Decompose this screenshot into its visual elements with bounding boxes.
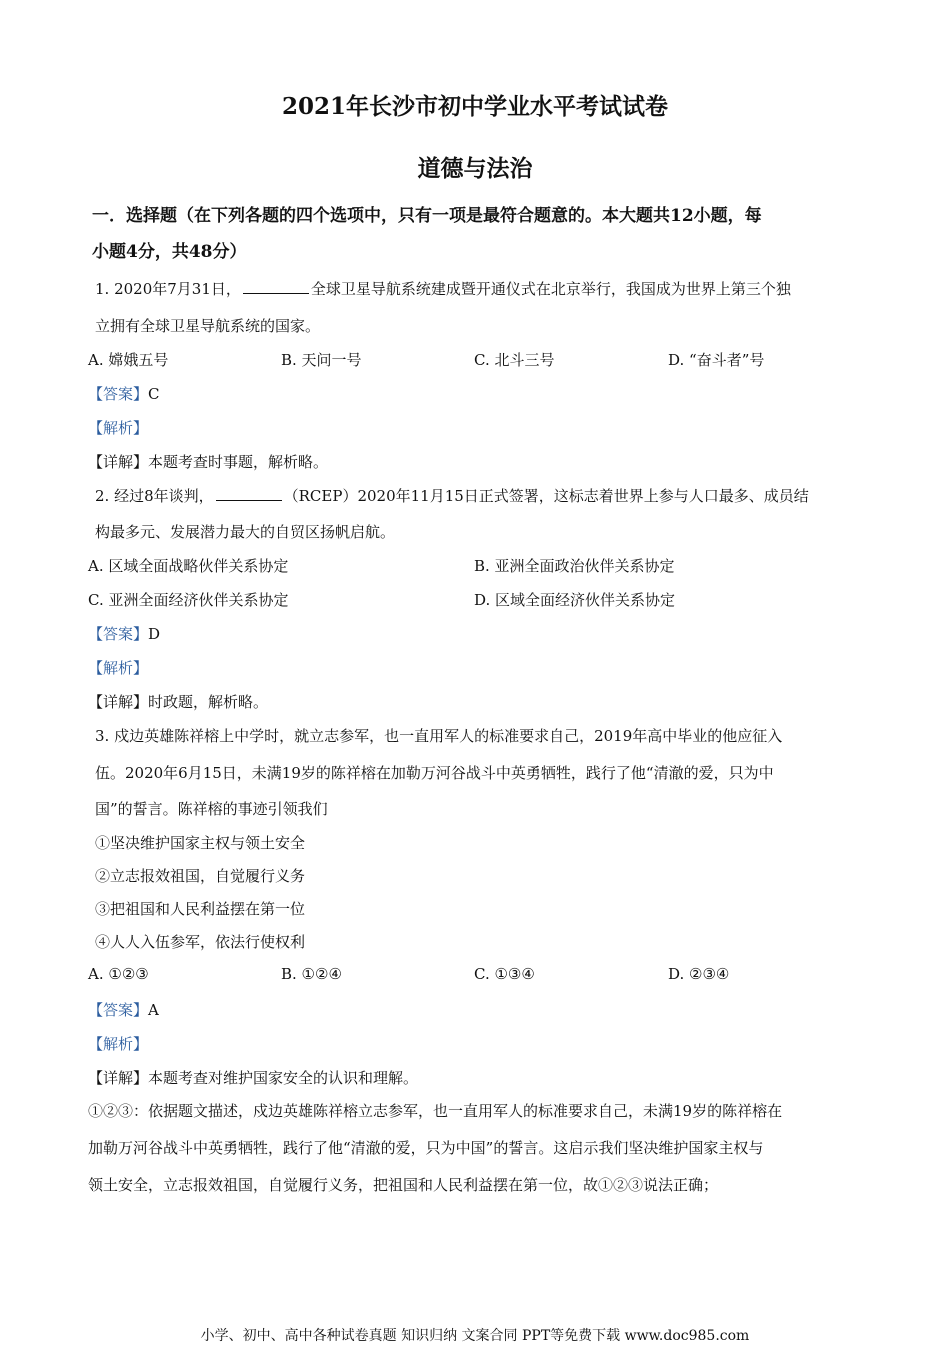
q3-analysis-label: 【解析】 [88, 1035, 149, 1053]
q3-stem-line3: 国”的誓言。陈祥榕的事迹引领我们 [95, 800, 328, 818]
q1-stem-line2: 立拥有全球卫星导航系统的国家。 [95, 317, 321, 335]
q3-stem-line2: 伍。2020年6月15日，未满19岁的陈祥榕在加勒万河谷战斗中英勇牺牲，践行了他“清澈的爱，只为中 [95, 764, 774, 782]
q2-stem-line2: 构最多元、发展潜力最大的自贸区扬帆启航。 [95, 523, 396, 541]
q2-blank [216, 485, 282, 501]
q3-option-d: D. ②③④ [668, 965, 730, 983]
detail-text: 本题考查时事题，解析略。 [148, 453, 329, 471]
detail-label: 【详解】 [88, 693, 149, 711]
answer-value: C [148, 385, 160, 403]
section-heading-line2: 小题4分，共48分） [92, 242, 247, 262]
q2-option-b: B. 亚洲全面政治伙伴关系协定 [474, 557, 675, 575]
q3-detail [88, 1067, 418, 1088]
q1-option-d: D. “奋斗者”号 [668, 351, 765, 369]
q2-analysis-label: 【解析】 [88, 659, 149, 677]
q1-blank [243, 278, 309, 294]
detail-text: 时政题，解析略。 [148, 693, 269, 711]
q1-detail [88, 451, 328, 472]
q3-option-b: B. ①②④ [281, 965, 342, 983]
q2-stem-part-a: 2. 经过8年谈判， [95, 487, 214, 505]
q3-answer [88, 999, 159, 1020]
q2-option-d: D. 区域全面经济伙伴关系协定 [474, 591, 676, 609]
answer-value: A [148, 1001, 159, 1019]
detail-label: 【详解】 [88, 453, 149, 471]
q1-stem-part-a: 1. 2020年7月31日， [95, 280, 241, 298]
detail-label: 【详解】 [88, 1069, 149, 1087]
footer-watermark: 小学、初中、高中各种试卷真题 知识归纳 文案合同 PPT等免费下载 www.doc985.com [200, 1328, 750, 1344]
q3-explain-line2: 加勒万河谷战斗中英勇牺牲，践行了他“清澈的爱，只为中国”的誓言。这启示我们坚决维护国家主权与 [88, 1139, 764, 1157]
q3-option-c: C. ①③④ [474, 965, 535, 983]
q2-option-a: A. 区域全面战略伙伴关系协定 [88, 557, 289, 575]
q3-option-a: A. ①②③ [88, 965, 149, 983]
section-heading-line1: 一．选择题（在下列各题的四个选项中，只有一项是最符合题意的。本大题共12小题，每 [92, 206, 762, 226]
q2-stem-part-b: （RCEP）2020年11月15日正式签署，这标志着世界上参与人口最多、成员结 [283, 487, 809, 505]
exam-title: 2021年长沙市初中学业水平考试试卷 [281, 93, 668, 120]
q3-item-1: ①坚决维护国家主权与领土安全 [95, 834, 306, 852]
q1-option-c: C. 北斗三号 [474, 351, 555, 369]
q2-stem-line1 [95, 485, 809, 506]
q2-detail [88, 691, 268, 712]
q2-option-c: C. 亚洲全面经济伙伴关系协定 [88, 591, 289, 609]
q3-explain-line1: ①②③：依据题文描述，戍边英雄陈祥榕立志参军，也一直用军人的标准要求自己，未满19岁的陈祥榕在 [88, 1102, 783, 1120]
q3-item-3: ③把祖国和人民利益摆在第一位 [95, 900, 306, 918]
q1-option-b: B. 天问一号 [281, 351, 362, 369]
answer-label: 【答案】 [88, 385, 149, 403]
q3-explain-line3: 领土安全，立志报效祖国，自觉履行义务，把祖国和人民利益摆在第一位，故①②③说法正确； [88, 1176, 719, 1194]
q1-option-a: A. 嫦娥五号 [88, 351, 169, 369]
answer-label: 【答案】 [88, 625, 149, 643]
section-heading [92, 198, 872, 270]
q1-stem-part-b: 全球卫星导航系统建成暨开通仪式在北京举行，我国成为世界上第三个独 [310, 280, 791, 298]
q1-stem-line1 [95, 278, 791, 299]
subject-title: 道德与法治 [417, 155, 533, 182]
q3-stem-line1: 3. 戍边英雄陈祥榕上中学时，就立志参军，也一直用军人的标准要求自己，2019年高中毕业的他应征入 [95, 727, 783, 745]
q3-item-2: ②立志报效祖国，自觉履行义务 [95, 867, 306, 885]
answer-label: 【答案】 [88, 1001, 149, 1019]
q1-answer [88, 383, 160, 404]
detail-text: 本题考查对维护国家安全的认识和理解。 [148, 1069, 419, 1087]
q2-answer [88, 623, 160, 644]
q1-analysis-label: 【解析】 [88, 419, 149, 437]
q3-item-4: ④人人入伍参军，依法行使权利 [95, 933, 306, 951]
answer-value: D [148, 625, 161, 643]
